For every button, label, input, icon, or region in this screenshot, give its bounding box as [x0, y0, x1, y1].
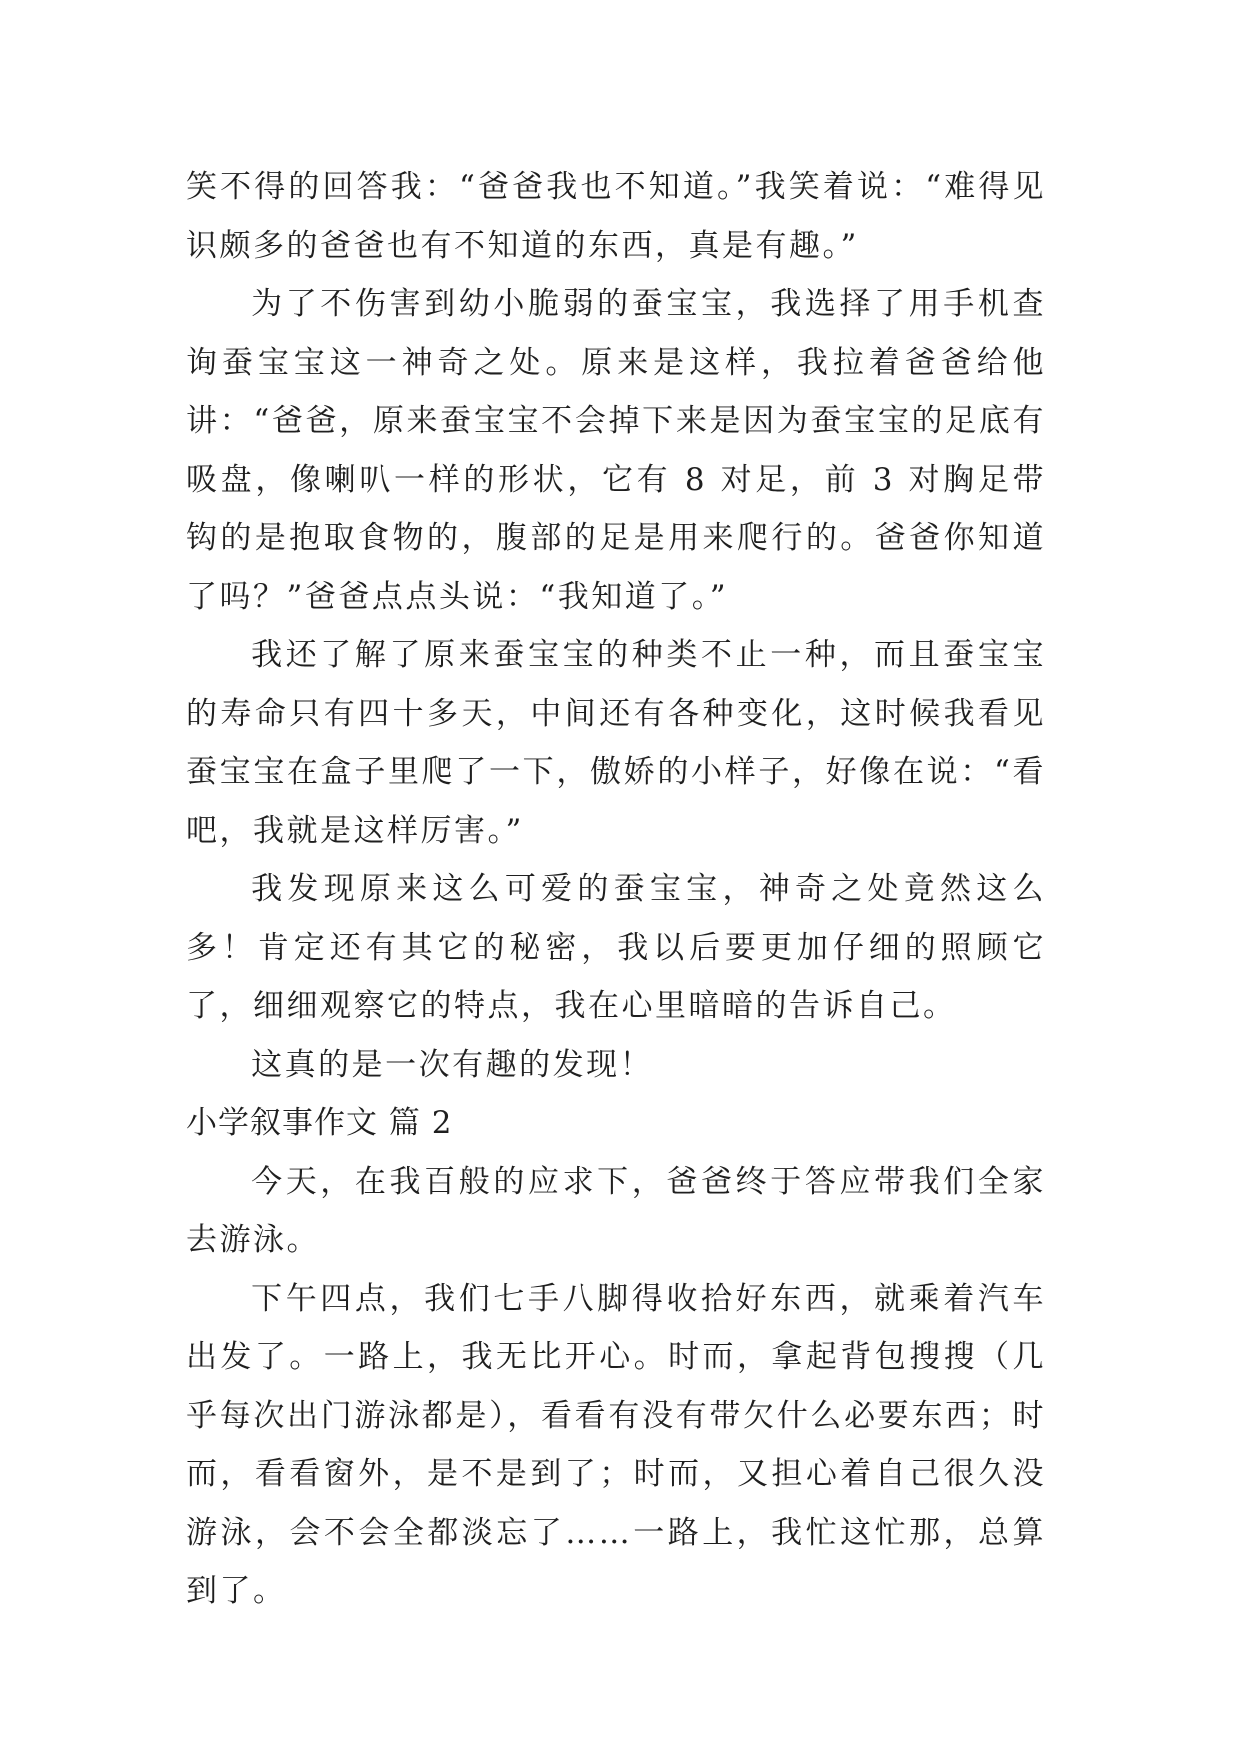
paragraph-swimming-intro: 今天，在我百般的应求下，爸爸终于答应带我们全家去游泳。 [186, 1163, 1046, 1258]
paragraph-continuation: 笑不得的回答我：“爸爸我也不知道。”我笑着说：“难得见识颇多的爸爸也有不知道的东西，真是有趣。” [186, 169, 1046, 264]
paragraph-silkworm-types: 我还了解了原来蚕宝宝的种类不止一种，而且蚕宝宝的寿命只有四十多天，中间还有各种变化，这时候我看见蚕宝宝在盒子里爬了一下，傲娇的小样子，好像在说：“看吧，我就是这样厉害。” [186, 637, 1046, 849]
paragraph-discovery: 我发现原来这么可爱的蚕宝宝，神奇之处竟然这么多！肯定还有其它的秘密，我以后要更加仔细的照顾它了，细细观察它的特点，我在心里暗暗的告诉自己。 [186, 871, 1046, 1024]
essay-heading: 小学叙事作文 篇 2 [186, 1105, 453, 1141]
paragraph-phone-lookup: 为了不伤害到幼小脆弱的蚕宝宝，我选择了用手机查询蚕宝宝这一神奇之处。原来是这样，我拉着爸爸给他讲：“爸爸，原来蚕宝宝不会掉下来是因为蚕宝宝的足底有吸盘，像喇叭一样的形状，它有 8 对足，前 3 对胸足带钩的是抱取食物的，腹部的足是用来爬行的。爸爸你知道了吗？”爸爸点点头说：“我知道了。” [186, 286, 1046, 615]
paragraph-conclusion: 这真的是一次有趣的发现！ [251, 1046, 654, 1083]
paragraph-trip: 下午四点，我们七手八脚得收拾好东西，就乘着汽车出发了。一路上，我无比开心。时而，拿起背包搜搜（几乎每次出门游泳都是），看看有没有带欠什么必要东西；时而，看看窗外，是不是到了；时而，又担心着自己很久没游泳，会不会全都淡忘了……一路上，我忙这忙那，总算到了。 [186, 1280, 1046, 1609]
essay-body [186, 158, 1046, 1621]
